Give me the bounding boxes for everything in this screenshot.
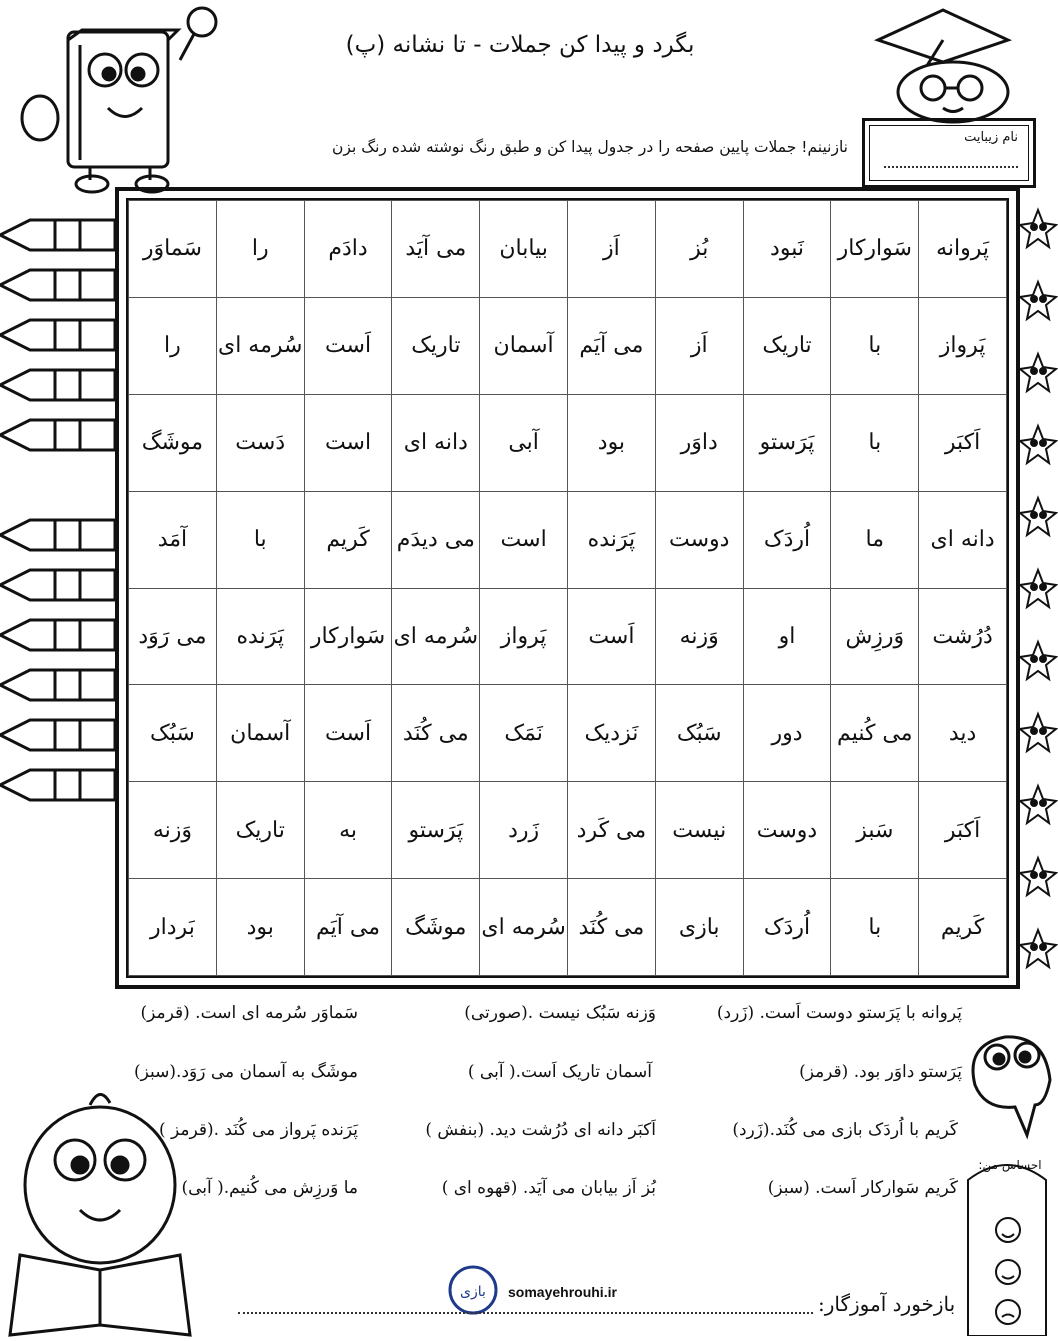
grid-cell[interactable]: دوست (655, 491, 743, 588)
grid-cell[interactable]: نَمَک (480, 685, 568, 782)
stars-decoration (1018, 205, 1058, 995)
grid-cell[interactable]: سَبُک (655, 685, 743, 782)
grid-cell[interactable]: می دیدَم (392, 491, 480, 588)
grid-cell[interactable]: تاریک (392, 297, 480, 394)
grid-cell[interactable]: دُرُشت (919, 588, 1007, 685)
grid-cell[interactable]: پَرَنده (216, 588, 304, 685)
instruction-text: نازنینم! جملات پایین صفحه را در جدول پیدا کن و طبق رنگ نوشته شده رنگ بزن (332, 138, 848, 156)
grid-cell[interactable]: دادَم (304, 201, 392, 298)
grid-cell[interactable]: موشَگ (129, 394, 217, 491)
grid-cell[interactable]: پَرَنده (568, 491, 656, 588)
grid-cell[interactable]: وَرزِش (831, 588, 919, 685)
grid-cell[interactable]: با (831, 879, 919, 976)
grid-cell[interactable]: را (129, 297, 217, 394)
grid-cell[interactable]: نَزدیک (568, 685, 656, 782)
pencils-decoration (0, 215, 120, 875)
grid-cell[interactable]: اُردَک (743, 879, 831, 976)
sentence-left-3: پَرَنده پَرواز می کُنَد .(قرمز ) (158, 1120, 358, 1140)
grid-cell[interactable]: دوست (743, 782, 831, 879)
name-line[interactable] (884, 166, 1018, 168)
grid-cell[interactable]: سُرمه ای (480, 879, 568, 976)
grid-row (129, 394, 1007, 491)
grid-cell[interactable]: پَرَستو (392, 782, 480, 879)
worksheet-title: بگرد و پیدا کن جملات - تا نشانه (پ) (345, 32, 695, 58)
book-character-illustration (10, 0, 220, 195)
sentence-middle-4: بُز اَز بیابان می آیَد. (قهوه ای ) (441, 1178, 656, 1198)
grid-cell[interactable]: می آیَم (568, 297, 656, 394)
sentence-left-2: موشَگ به آسمان می رَوَد.(سبز) (134, 1062, 358, 1082)
teacher-feedback-line[interactable] (238, 1312, 813, 1314)
grid-cell[interactable]: او (743, 588, 831, 685)
grid-cell[interactable]: آسمان (480, 297, 568, 394)
grid-cell[interactable]: با (831, 394, 919, 491)
grid-cell[interactable]: می کُنیم (831, 685, 919, 782)
grid-cell[interactable]: اَست (304, 685, 392, 782)
grid-cell[interactable]: اَست (304, 297, 392, 394)
grid-cell[interactable]: اَکبَر (919, 394, 1007, 491)
grid-cell[interactable]: سَبُک (129, 685, 217, 782)
reading-character-illustration (0, 1085, 230, 1341)
sentence-middle-3: اَکبَر دانه ای دُرُشت دید. (بنفش ) (425, 1120, 656, 1140)
sentence-right-2: پَرَستو داوَر بود. (قرمز) (799, 1062, 962, 1082)
grid-cell[interactable]: پَرَستو (743, 394, 831, 491)
grid-cell[interactable]: اَز (568, 201, 656, 298)
grid-cell[interactable]: است (304, 394, 392, 491)
sentence-left-4: ما وَرزِش می کُنیم.( آبی) (181, 1178, 358, 1198)
grid-row (129, 879, 1007, 976)
grid-cell[interactable]: اَست (568, 588, 656, 685)
grid-cell[interactable]: سُرمه ای (216, 297, 304, 394)
grid-cell[interactable]: آمَد (129, 491, 217, 588)
grid-row (129, 588, 1007, 685)
grid-cell[interactable]: با (216, 491, 304, 588)
sentence-right-4: کَریم سَوارکار اَست. (سبز) (767, 1178, 958, 1198)
teacher-feedback-label: بازخورد آموزگار: (818, 1292, 956, 1316)
grid-cell[interactable]: بیابان (480, 201, 568, 298)
speech-face-illustration (955, 1025, 1055, 1140)
grid-cell[interactable]: آبی (480, 394, 568, 491)
grid-row (129, 782, 1007, 879)
grid-cell[interactable]: است (480, 491, 568, 588)
grid-cell[interactable]: ما (831, 491, 919, 588)
grid-cell[interactable]: می رَوَد (129, 588, 217, 685)
grid-cell[interactable]: با (831, 297, 919, 394)
grid-cell[interactable]: سَوارکار (304, 588, 392, 685)
site-logo (448, 1265, 498, 1315)
grid-cell[interactable]: می کُنَد (392, 685, 480, 782)
grid-cell[interactable]: سَوارکار (831, 201, 919, 298)
grid-cell[interactable]: بود (216, 879, 304, 976)
grid-row (129, 491, 1007, 588)
website-text: somayehrouhi.ir (508, 1284, 617, 1300)
grid-cell[interactable]: بازی (655, 879, 743, 976)
grid-cell[interactable]: دور (743, 685, 831, 782)
grid-cell[interactable]: دید (919, 685, 1007, 782)
grid-cell[interactable]: بُز (655, 201, 743, 298)
grid-cell[interactable]: کَریم (919, 879, 1007, 976)
grid-cell[interactable]: آسمان (216, 685, 304, 782)
sentence-right-1: پَروانه با پَرَستو دوست اَست. (زَرد) (716, 1003, 962, 1023)
grid-cell[interactable]: پَرواز (480, 588, 568, 685)
grid-cell[interactable]: دانه ای (919, 491, 1007, 588)
sentence-middle-1: وَزنه سَبُک نیست .(صورتی) (464, 1003, 656, 1023)
grid-cell[interactable]: زَرد (480, 782, 568, 879)
grid-cell[interactable]: به (304, 782, 392, 879)
name-box (862, 118, 1036, 188)
grid-cell[interactable]: سَماوَر (129, 201, 217, 298)
grid-cell[interactable]: اَکبَر (919, 782, 1007, 879)
grid-cell[interactable]: بود (568, 394, 656, 491)
grid-row (129, 297, 1007, 394)
grid-cell[interactable]: اَز (655, 297, 743, 394)
grid-cell[interactable]: می کَرد (568, 782, 656, 879)
grid-cell[interactable]: می کُنَد (568, 879, 656, 976)
grid-cell[interactable]: تاریک (216, 782, 304, 879)
grid-cell[interactable]: دَست (216, 394, 304, 491)
grid-cell[interactable]: تاریک (743, 297, 831, 394)
grid-cell[interactable]: نیست (655, 782, 743, 879)
grid-cell[interactable]: موشَگ (392, 879, 480, 976)
logo-text: بازی (460, 1284, 486, 1300)
grid-cell[interactable]: وَزنه (655, 588, 743, 685)
grid-cell[interactable]: کَریم (304, 491, 392, 588)
grid-cell[interactable]: نَبود (743, 201, 831, 298)
feeling-panel (962, 1150, 1052, 1336)
grid-cell[interactable]: دانه ای (392, 394, 480, 491)
grid-cell[interactable]: می آیَم (304, 879, 392, 976)
grid-cell[interactable]: داوَر (655, 394, 743, 491)
grid-cell[interactable]: بَردار (129, 879, 217, 976)
grid-cell[interactable]: سُرمه ای (392, 588, 480, 685)
sentence-middle-2: آسمان تاریک اَست.( آبی ) (467, 1062, 652, 1082)
word-grid (128, 200, 1007, 976)
name-label: نام زیبایت (964, 130, 1018, 145)
grid-cell[interactable]: سَبز (831, 782, 919, 879)
sentence-left-1: سَماوَر سُرمه ای است. (قرمز) (140, 1003, 358, 1023)
grid-cell[interactable]: می آیَد (392, 201, 480, 298)
grid-row (129, 685, 1007, 782)
grid-cell[interactable]: پَروانه (919, 201, 1007, 298)
graduate-character-illustration (858, 0, 1028, 125)
word-grid-frame (115, 187, 1020, 989)
grid-cell[interactable]: اُردَک (743, 491, 831, 588)
grid-row (129, 201, 1007, 298)
grid-cell[interactable]: وَزنه (129, 782, 217, 879)
grid-cell[interactable]: را (216, 201, 304, 298)
sentence-right-3: کَریم با اُردَک بازی می کُنَد.(زَرد) (732, 1120, 958, 1140)
grid-cell[interactable]: پَرواز (919, 297, 1007, 394)
feeling-label: احساس من: (978, 1158, 1042, 1172)
